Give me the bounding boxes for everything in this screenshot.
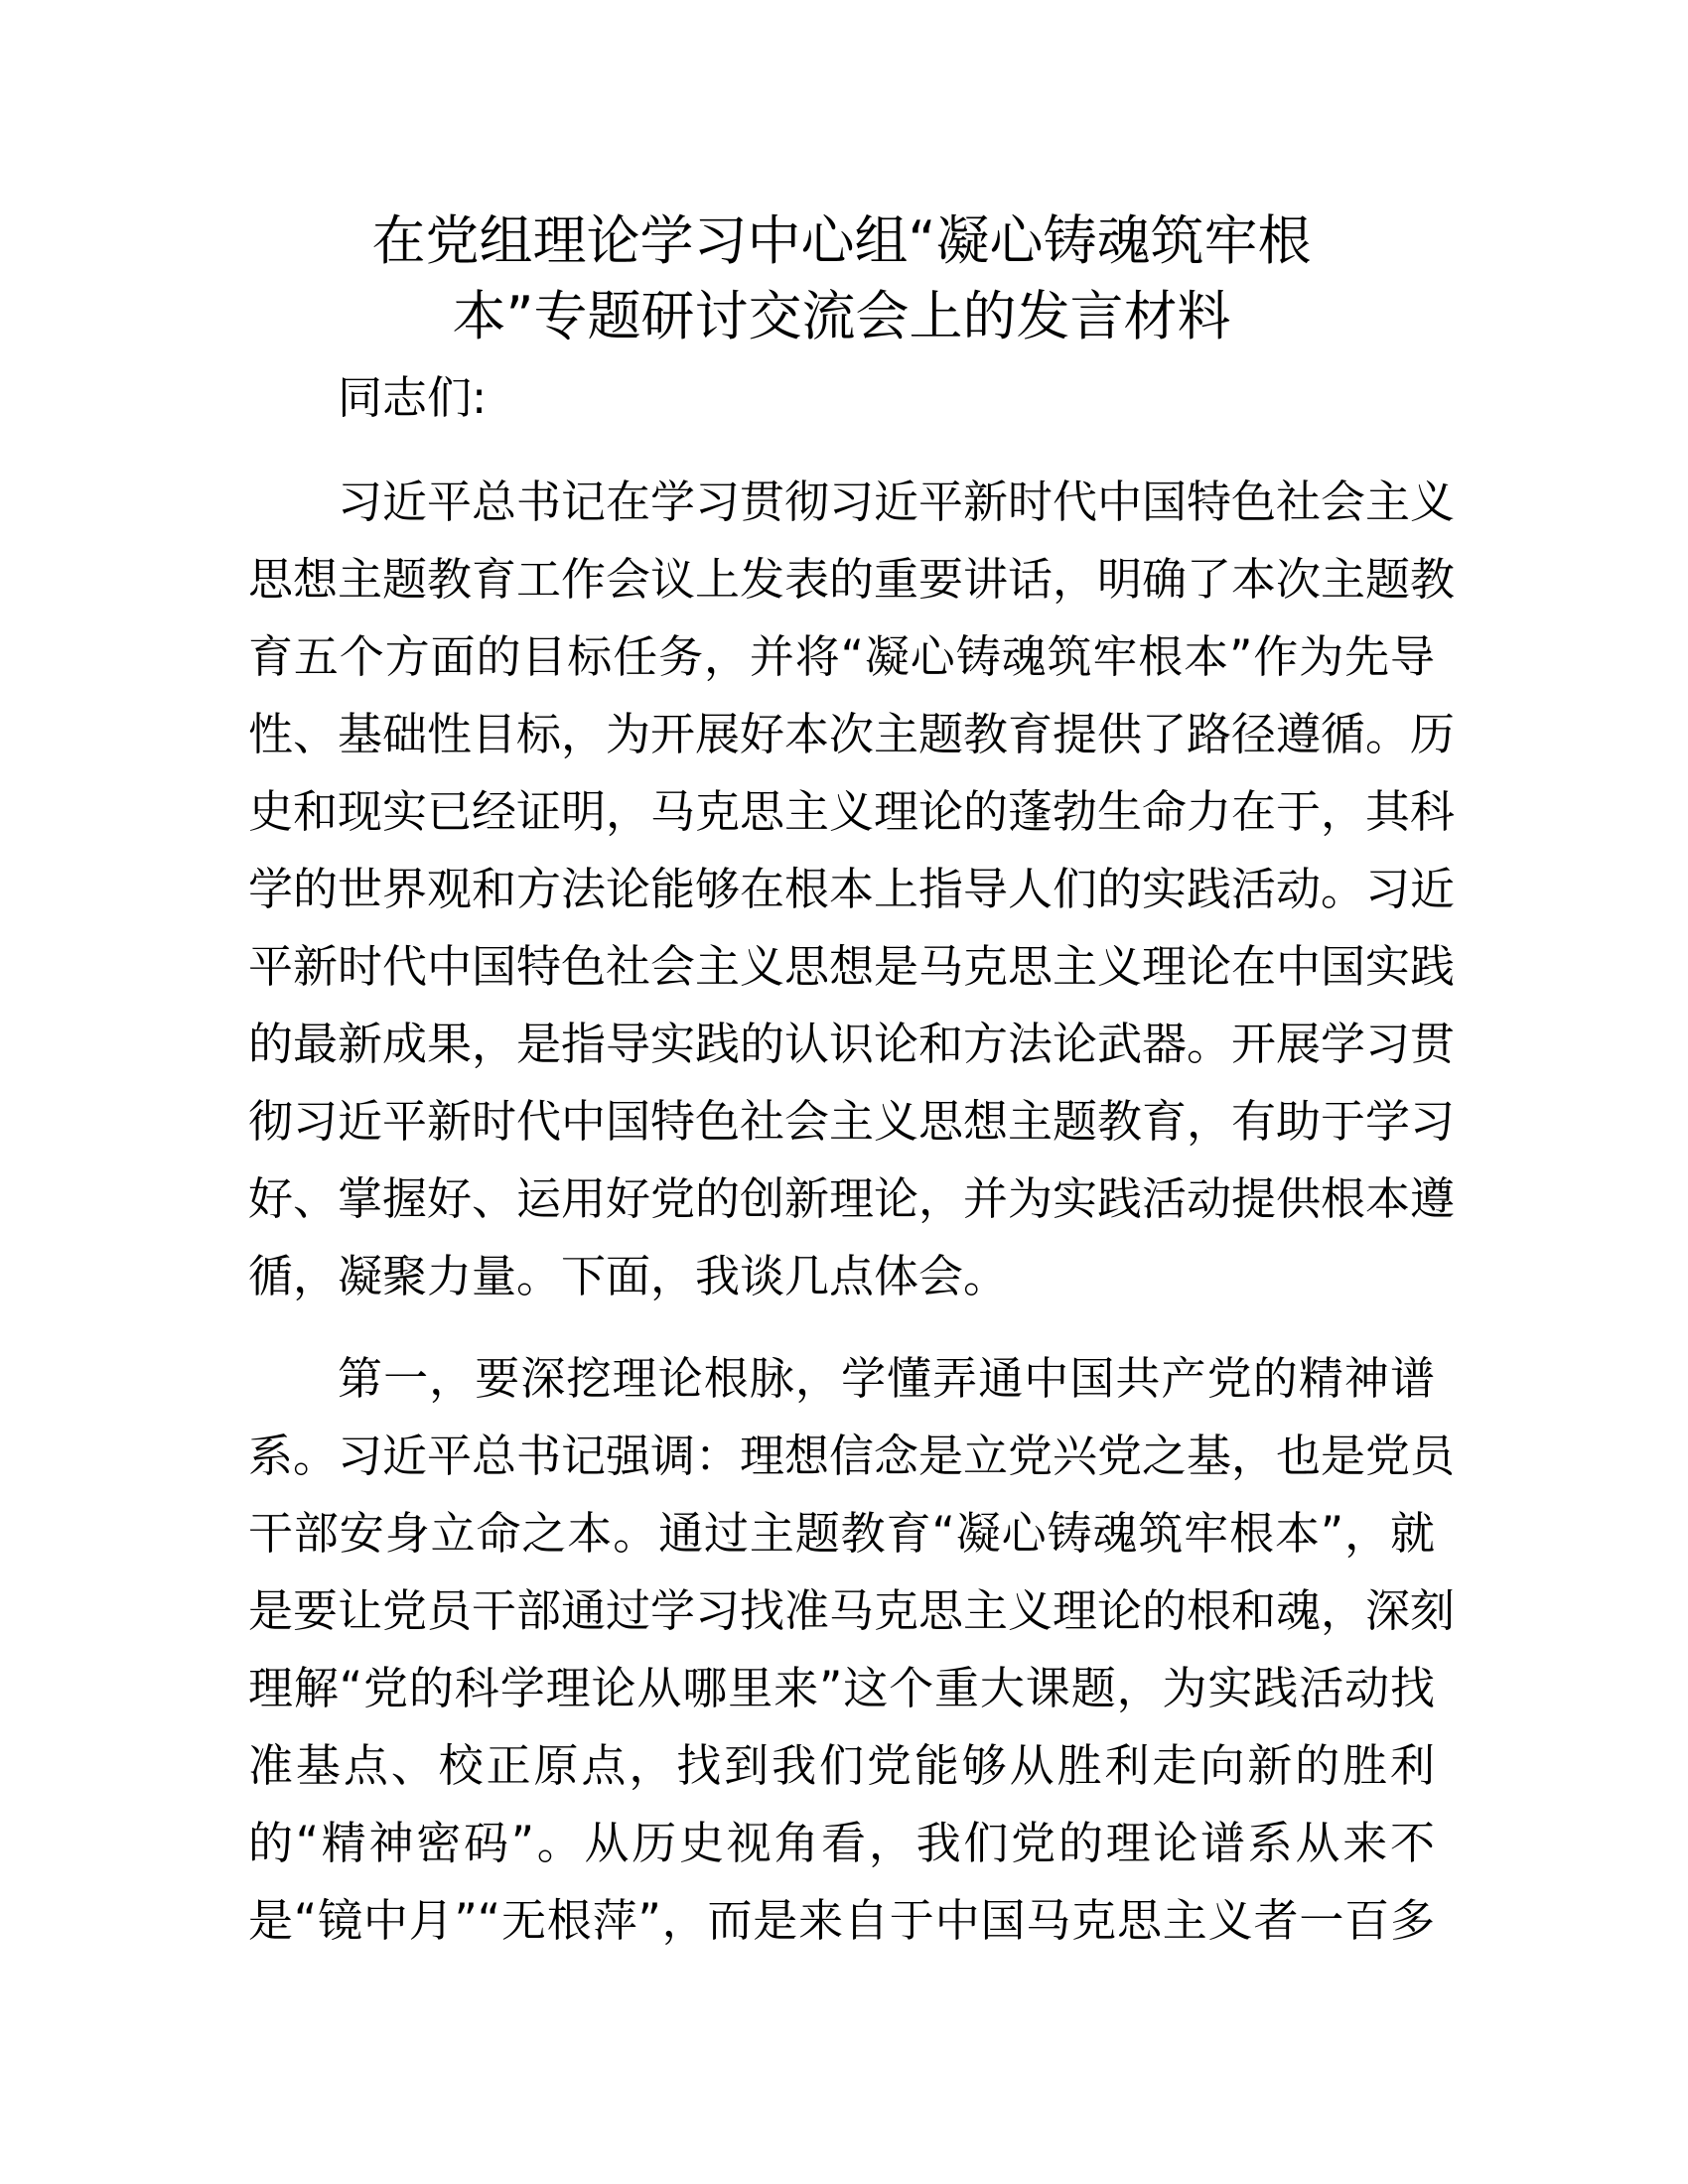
paragraph-line: 史和现实已经证明，马克思主义理论的蓬勃生命力在于，其科 [248,785,1456,838]
paragraph-line: 性、基础性目标，为开展好本次主题教育提供了路径遵循。历 [248,708,1456,760]
paragraph-line: 好、掌握好、运用好党的创新理论，并为实践活动提供根本遵 [248,1172,1456,1225]
paragraph-line: 系。习近平总书记强调：理想信念是立党兴党之基，也是党员 [248,1430,1456,1482]
paragraph-line: 育五个方面的目标任务，并将“凝心铸魂筑牢根本”作为先导 [248,630,1435,683]
paragraph-line: 准基点、校正原点，找到我们党能够从胜利走向新的胜利 [248,1739,1435,1792]
salutation: 同志们: [338,371,488,424]
paragraph-line: 循，凝聚力量。下面，我谈几点体会。 [248,1250,1009,1302]
document-title [248,204,1435,354]
paragraph-line: 理解“党的科学理论从哪里来”这个重大课题，为实践活动找 [248,1662,1435,1714]
paragraph-line: 是“镜中月”“无根萍”，而是来自于中国马克思主义者一百多 [248,1894,1435,1947]
paragraph-line: 的“精神密码”。从历史视角看，我们党的理论谱系从来不 [248,1817,1435,1869]
paragraph-line: 学的世界观和方法论能够在根本上指导人们的实践活动。习近 [248,863,1456,915]
paragraph-line: 彻习近平新时代中国特色社会主义思想主题教育，有助于学习 [248,1095,1456,1148]
paragraph-line: 思想主题教育工作会议上发表的重要讲话，明确了本次主题教 [248,553,1456,606]
paragraph-line: 平新时代中国特色社会主义思想是马克思主义理论在中国实践 [248,940,1456,993]
title-line-2: 本”专题研讨交流会上的发言材料 [452,285,1231,347]
title-line-1: 在党组理论学习中心组“凝心铸魂筑牢根 [371,209,1312,272]
paragraph-line: 是要让党员干部通过学习找准马克思主义理论的根和魂，深刻 [248,1584,1456,1637]
paragraph-line: 的最新成果，是指导实践的认识论和方法论武器。开展学习贯 [248,1018,1456,1070]
paragraph-line: 习近平总书记在学习贯彻习近平新时代中国特色社会主义 [338,476,1456,528]
paragraph-line: 第一，要深挖理论根脉，学懂弄通中国共产党的精神谱 [338,1352,1435,1405]
paragraph-line: 干部安身立命之本。通过主题教育“凝心铸魂筑牢根本”，就 [248,1507,1435,1560]
